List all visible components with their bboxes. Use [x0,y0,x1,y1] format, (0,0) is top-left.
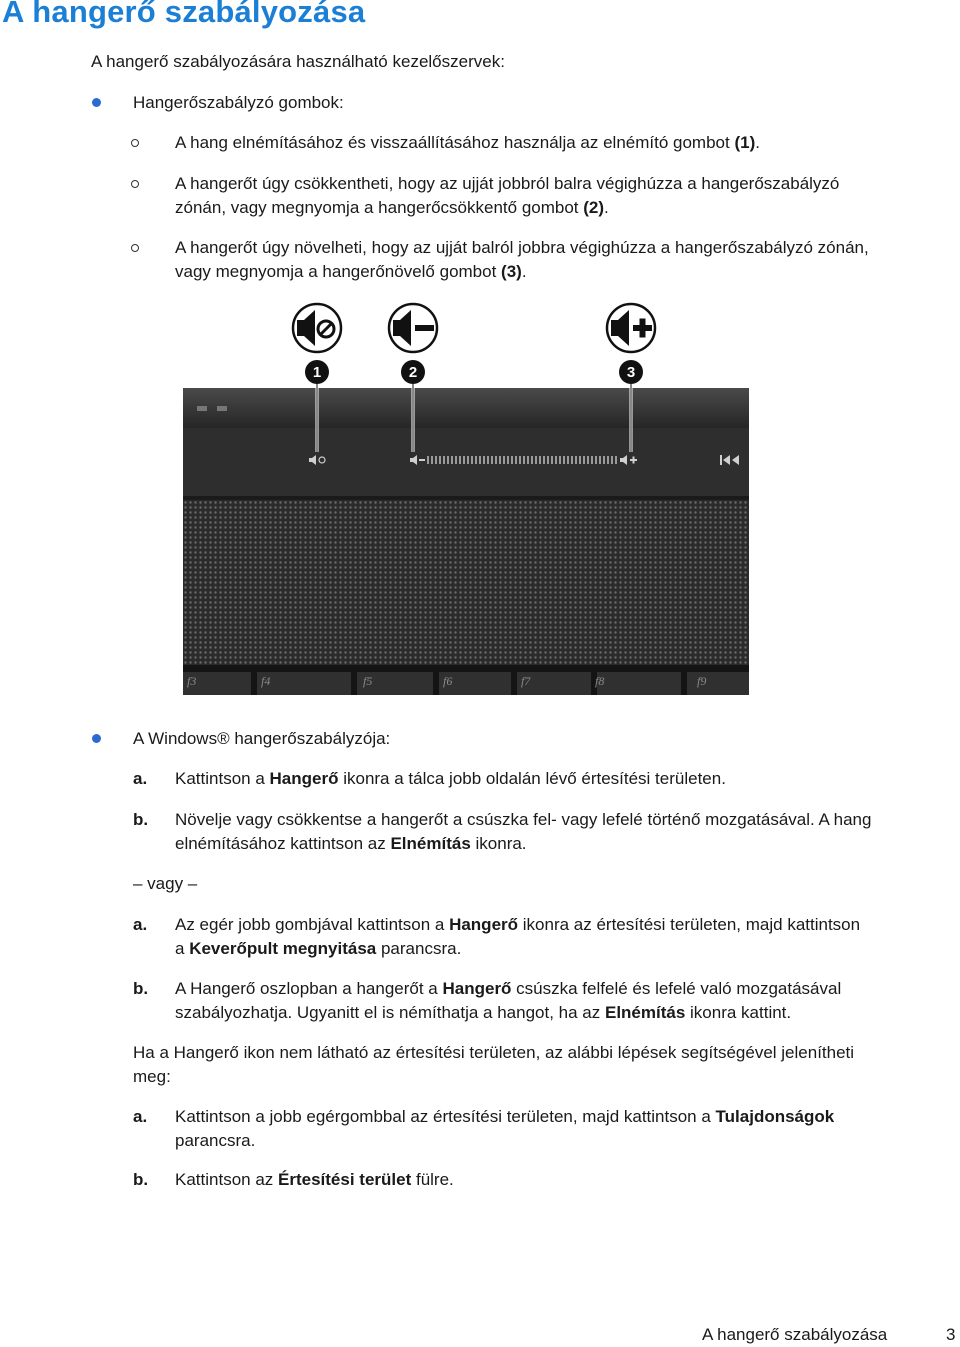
step-label: b. [133,1170,149,1189]
mute-icon [293,304,341,352]
callout-number: 1 [312,364,322,381]
callout-number: 2 [408,364,418,381]
sub-item-volume-down: A hangerőt úgy csökkentheti, hogy az ujját jobbról balra végighúzza a hangerőszabályzó zónán, vagy megnyomja a hangerőcsökkentő gombot (2). [175,174,840,217]
bullet-volume-buttons: Hangerőszabályzó gombok: [133,93,344,112]
step-text: Kattintson az Értesítési terület fülre. [175,1170,454,1189]
fkey-label: f7 [521,674,531,688]
fkey-label: f4 [261,674,271,688]
step-label: a. [133,769,148,788]
footer-title: A hangerő szabályozása [702,1325,888,1344]
step-label: a. [133,915,148,934]
page-number: 3 [946,1325,956,1344]
step-label: b. [133,979,149,998]
fkey-label: f3 [187,674,197,688]
sub-item-volume-up: A hangerőt úgy növelheti, hogy az ujját balról jobbra végighúzza a hangerőszabályzó zónán, vagy megnyomja a hangerőnövelő gombot (3). [175,238,869,281]
fkey-label: f9 [697,674,707,688]
step-text: Növelje vagy csökkentse a hangerőt a csúszka fel- vagy lefelé történő mozgatásával. A hang elnémításához kattintson az Elnémítás ikonra. [175,810,872,853]
step-text: A Hangerő oszlopban a hangerőt a Hangerő csúszka felfelé és lefelé való mozgatásával szabályozhatja. Ugyanitt el is némíthatja a hangot, ha az Elnémítás ikonra kattint. [175,979,842,1022]
sub-bullet-circle [131,244,139,252]
sub-item-mute: A hang elnémításához és visszaállításához használja az elnémító gombot (1). [175,133,760,152]
paragraph: Ha a Hangerő ikon nem látható az értesítési területen, az alábbi lépések segítségével jelenítheti meg: [133,1043,855,1086]
step-label: b. [133,810,149,829]
sub-bullet-circle [131,139,139,147]
step-text: Kattintson a jobb egérgombbal az értesítési területen, majd kattintson a Tulajdonságok parancsra. [175,1107,835,1150]
bullet-dot [92,98,101,107]
volume-down-icon [389,304,437,352]
page-title: A hangerő szabályozása [2,0,366,29]
fkey-label: f6 [443,674,453,688]
step-text: Kattintson a Hangerő ikonra a tálca jobb oldalán lévő értesítési területen. [175,769,726,788]
bullet-dot [92,734,101,743]
step-text: Az egér jobb gombjával kattintson a Hangerő ikonra az értesítési területen, majd kattintson a Keverőpult megnyitása parancsra. [175,915,861,958]
step-label: a. [133,1107,148,1126]
bullet-windows-control: A Windows® hangerőszabályzója: [133,729,391,748]
callout-number: 3 [626,364,636,381]
sub-bullet-circle [131,180,139,188]
speaker-grille [183,500,749,665]
touch-zone [183,428,749,498]
fkey-label: f5 [363,674,373,688]
top-panel [183,388,749,428]
volume-up-icon [607,304,655,352]
keyboard-illustration [183,300,749,695]
fkey-label: f8 [595,674,605,688]
intro-text: A hangerő szabályozására használható kezelőszervek: [91,52,505,71]
or-separator: – vagy – [133,874,198,893]
